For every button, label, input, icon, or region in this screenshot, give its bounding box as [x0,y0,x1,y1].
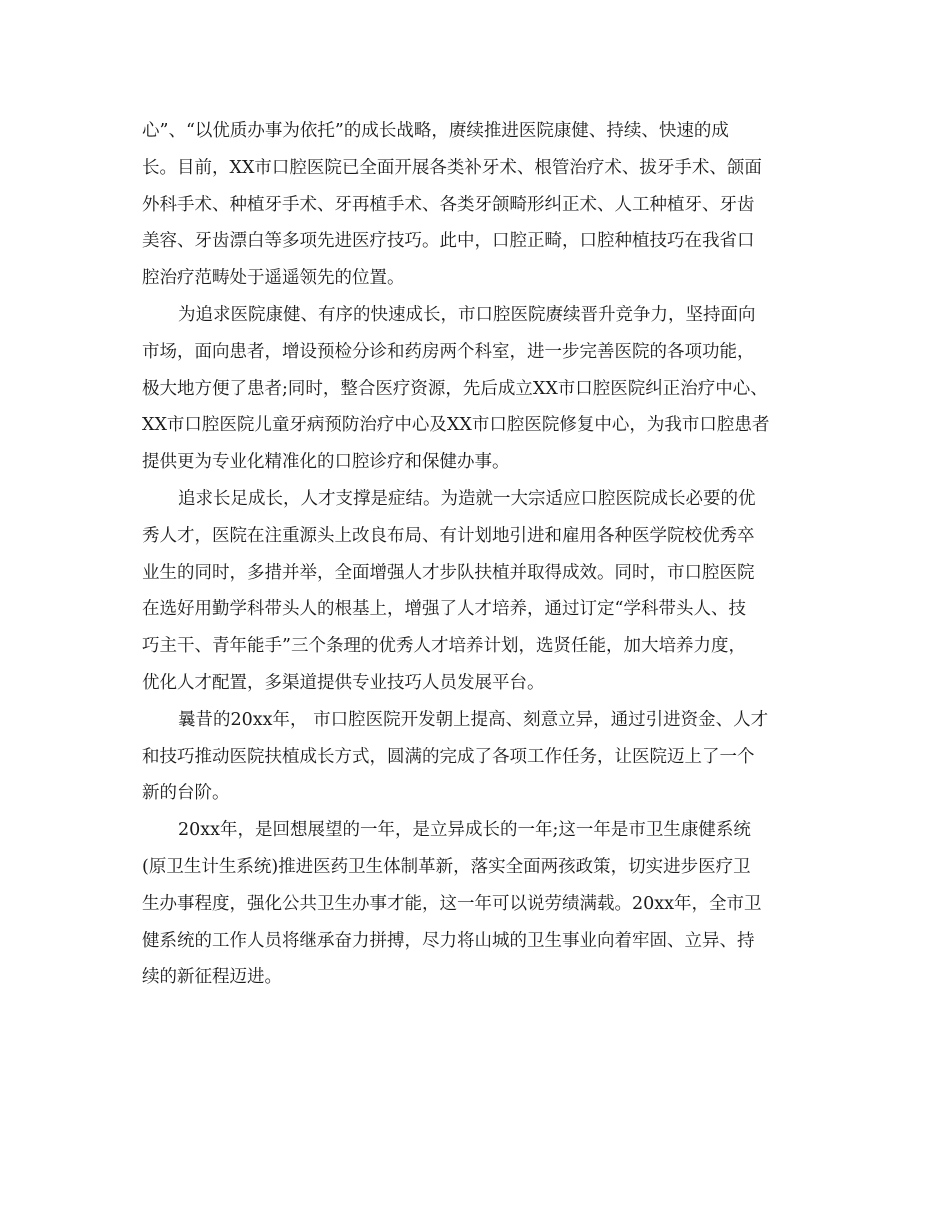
text-line: 和技巧推动医院扶植成长方式，圆满的完成了各项工作任务，让医院迈上了一个 [142,746,755,767]
text-line: 业生的同时，多措并举，全面增强人才步队扶植并取得成效。同时，市口腔医院 [142,562,755,583]
paragraph-5 [142,812,814,996]
paragraph-2 [142,297,814,481]
text-line: 秀人才，医院在注重源头上改良布局、有计划地引进和雇用各种医学院校优秀卒 [142,525,755,546]
text-line: 追求长足成长，人才支撑是症结。为造就一大宗适应口腔医院成长必要的优 [178,488,756,509]
text-line: 曩昔的20xx年， 市口腔医院开发朝上提高、刻意立异，通过引进资金、人才 [178,709,769,730]
text-line: 提供更为专业化精准化的口腔诊疗和保健办事。 [142,452,510,473]
text-line: 长。目前，XX市口腔医院已全面开展各类补牙术、根管治疗术、拔牙手术、颌面 [142,157,762,178]
paragraph-4 [142,702,814,812]
text-line: 续的新征程迈进。 [142,967,282,988]
text-line: 极大地方便了患者;同时，整合医疗资源，先后成立XX市口腔医院纠正治疗中心、 [142,378,768,399]
document-body [142,113,814,996]
text-line: 生办事程度，强化公共卫生办事才能，这一年可以说劳绩满载。20xx年，全市卫 [142,893,762,914]
text-line: 市场，面向患者，增设预检分诊和药房两个科室，进一步完善医院的各项功能， [142,341,755,362]
text-line: 为追求医院康健、有序的快速成长，市口腔医院赓续晋升竞争力，坚持面向 [178,304,756,325]
text-line: XX市口腔医院儿童牙病预防治疗中心及XX市口腔医院修复中心，为我市口腔患者 [142,415,770,436]
text-line: 美容、牙齿漂白等多项先进医疗技巧。此中，口腔正畸，口腔种植技巧在我省口 [142,231,755,252]
text-line: 心”、“以优质办事为依托”的成长战略，赓续推进医院康健、持续、快速的成 [142,121,729,141]
text-line: 在选好用勤学科带头人的根基上，增强了人才培养，通过订定“学科带头人、技 [142,599,746,620]
text-line: 健系统的工作人员将继承奋力拼搏，尽力将山城的卫生事业向着牢固、立异、持 [142,930,755,951]
text-line: 腔治疗范畴处于遥遥领先的位置。 [142,268,405,289]
paragraph-1 [142,113,814,297]
text-line: 外科手术、种植牙手术、牙再植手术、各类牙颌畸形纠正术、人工种植牙、牙齿 [142,194,755,215]
text-line: (原卫生计生系统)推进医药卫生体制革新，落实全面两孩政策，切实进步医疗卫 [142,856,751,877]
text-line: 优化人才配置，多渠道提供专业技巧人员发展平台。 [142,672,545,693]
paragraph-3 [142,481,814,702]
text-line: 巧主干、青年能手”三个条理的优秀人才培养计划，选贤任能，加大培养力度， [142,636,746,657]
text-line: 20xx年，是回想展望的一年，是立异成长的一年;这一年是市卫生康健系统 [178,820,751,841]
text-line: 新的台阶。 [142,783,230,804]
